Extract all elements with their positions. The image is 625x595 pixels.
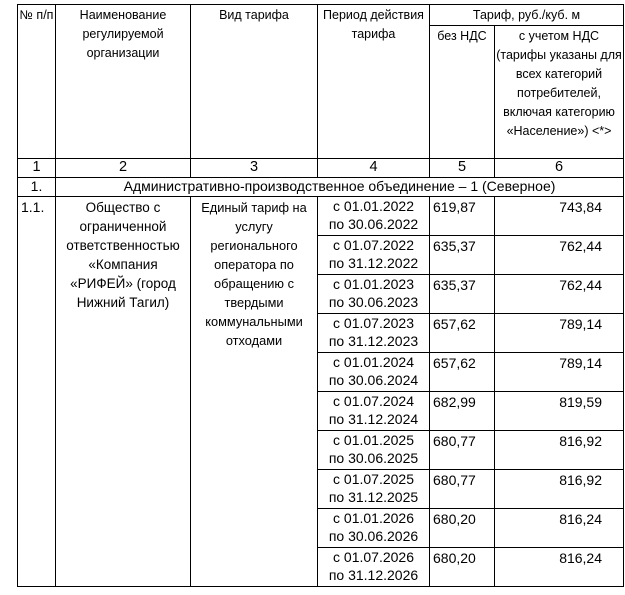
column-number: 4 (318, 159, 430, 178)
tariff-with-vat: 816,92 (495, 470, 624, 509)
tariff-no-vat: 680,20 (430, 509, 495, 548)
period-to: по 31.12.2026 (328, 567, 419, 583)
column-number: 1 (18, 159, 56, 178)
header-col-no-vat: без НДС (430, 26, 495, 159)
header-col-tariff: Тариф, руб./куб. м (430, 5, 624, 26)
header-col-org: Наименование регулируемой организации (56, 5, 191, 159)
tariff-with-vat: 762,44 (495, 236, 624, 275)
header-col-period: Период действия тарифа (318, 5, 430, 159)
tariff-with-vat: 789,14 (495, 353, 624, 392)
period-cell (318, 275, 430, 314)
entry-number: 1.1. (18, 197, 56, 587)
tariff-with-vat: 762,44 (495, 275, 624, 314)
section-row (18, 178, 624, 197)
period-cell (318, 548, 430, 587)
period-from: с 01.01.2022 (333, 198, 414, 214)
period-cell (318, 509, 430, 548)
period-to: по 31.12.2022 (328, 255, 419, 271)
section-number: 1. (18, 178, 56, 197)
period-from: с 01.07.2024 (333, 393, 414, 409)
header-col-type: Вид тарифа (191, 5, 318, 159)
period-from: с 01.07.2025 (333, 471, 414, 487)
period-to: по 30.06.2024 (328, 372, 419, 388)
period-from: с 01.07.2026 (333, 549, 414, 565)
period-cell (318, 197, 430, 236)
period-from: с 01.01.2023 (333, 276, 414, 292)
table-row (18, 197, 624, 236)
tariff-no-vat: 657,62 (430, 353, 495, 392)
column-number: 5 (430, 159, 495, 178)
tariff-no-vat: 680,77 (430, 431, 495, 470)
period-cell (318, 236, 430, 275)
column-number: 6 (495, 159, 624, 178)
period-from: с 01.07.2022 (333, 237, 414, 253)
tariff-with-vat: 819,59 (495, 392, 624, 431)
tariff-with-vat: 743,84 (495, 197, 624, 236)
section-title: Административно-производственное объединение – 1 (Северное) (56, 178, 624, 197)
header-col-with-vat: с учетом НДС (тарифы указаны для всех категорий потребителей, включая категорию «Население») <*> (495, 26, 624, 159)
period-from: с 01.07.2023 (333, 315, 414, 331)
period-cell (318, 314, 430, 353)
period-to: по 30.06.2026 (328, 528, 419, 544)
period-to: по 30.06.2023 (328, 294, 419, 310)
tariff-type: Единый тариф на услугу регионального оператора по обращению с твердыми коммунальными отходами (191, 197, 318, 587)
period-to: по 30.06.2022 (328, 216, 419, 232)
period-cell (318, 431, 430, 470)
tariff-no-vat: 657,62 (430, 314, 495, 353)
period-to: по 30.06.2025 (328, 450, 419, 466)
tariff-no-vat: 635,37 (430, 236, 495, 275)
tariff-no-vat: 682,99 (430, 392, 495, 431)
period-cell (318, 392, 430, 431)
column-numbers-row (18, 159, 624, 178)
period-cell (318, 353, 430, 392)
tariff-with-vat: 816,92 (495, 431, 624, 470)
tariff-with-vat: 789,14 (495, 314, 624, 353)
organization-name: Общество с ограниченной ответственностью «Компания «РИФЕЙ» (город Нижний Тагил) (56, 197, 191, 587)
tariff-no-vat: 680,77 (430, 470, 495, 509)
period-to: по 31.12.2025 (328, 489, 419, 505)
period-cell (318, 470, 430, 509)
period-to: по 31.12.2023 (328, 333, 419, 349)
tariff-table (17, 4, 624, 587)
tariff-with-vat: 816,24 (495, 548, 624, 587)
tariff-no-vat: 680,20 (430, 548, 495, 587)
column-number: 3 (191, 159, 318, 178)
tariff-with-vat: 816,24 (495, 509, 624, 548)
period-from: с 01.01.2024 (333, 354, 414, 370)
period-to: по 31.12.2024 (328, 411, 419, 427)
period-from: с 01.01.2026 (333, 510, 414, 526)
period-from: с 01.01.2025 (333, 432, 414, 448)
column-number: 2 (56, 159, 191, 178)
header-row (18, 5, 624, 26)
tariff-no-vat: 635,37 (430, 275, 495, 314)
header-col-no: № п/п (18, 5, 56, 159)
tariff-no-vat: 619,87 (430, 197, 495, 236)
